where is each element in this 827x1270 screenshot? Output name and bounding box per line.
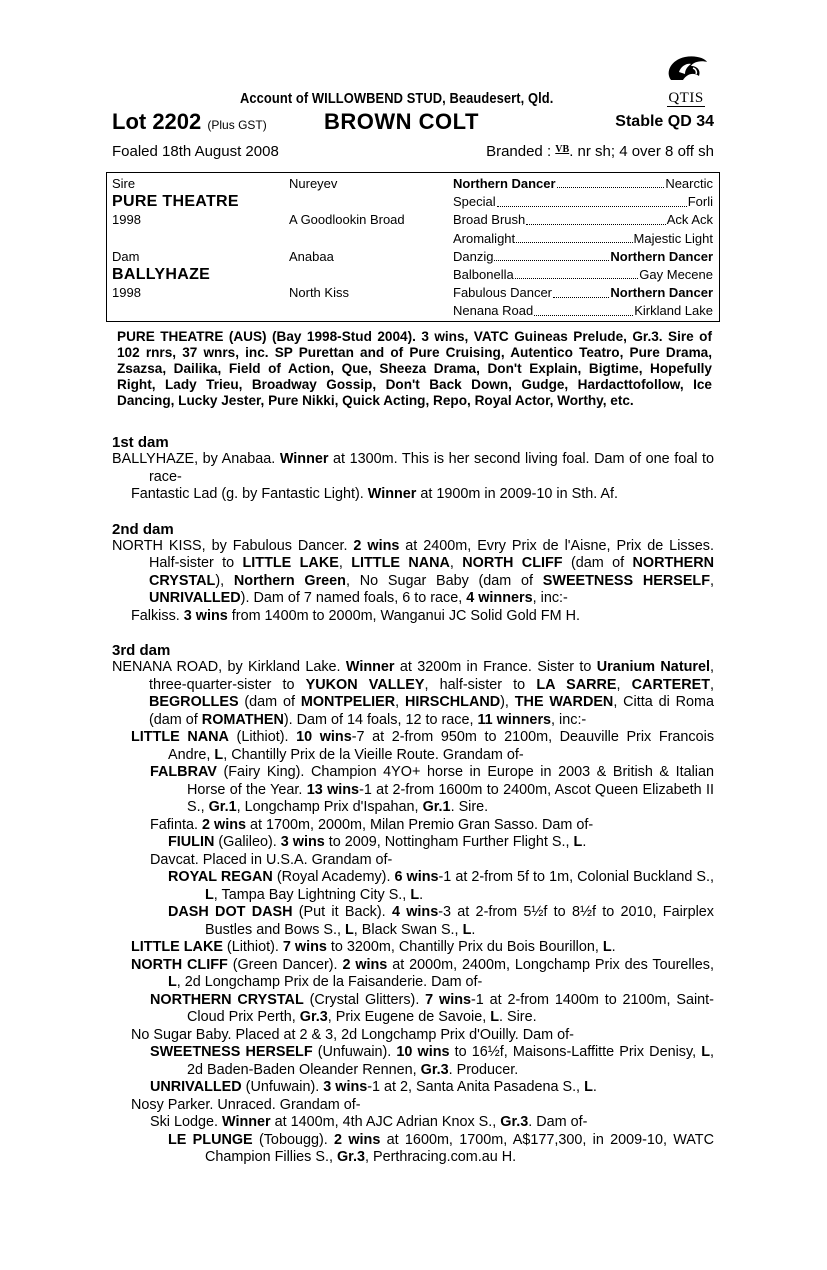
entry-text: at 1400m, 4th AJC Adrian Knox S., [270,1114,501,1130]
entry-text: . [582,834,587,850]
highlighted-text: ROYAL REGAN [168,869,273,885]
entry-text: , Perthracing.com.au H. [364,1149,517,1165]
dot-leader [534,302,633,315]
great-grandparent-name: Northern Dancer [453,176,556,191]
highlighted-text: FIULIN [168,834,215,850]
qtis-logo [656,54,716,107]
pedigree-entry [112,939,714,957]
entry-text: (Royal Academy). [272,869,395,885]
entry-text: (Green Dancer). [227,956,343,973]
dot-leader [553,284,609,297]
highlighted-text: 3 wins [183,607,228,624]
dot-leader [494,248,609,261]
great-grandparent-cell [453,266,713,284]
great-grandparent-name: Fabulous Dancer [453,285,552,301]
entry-text: (Lithiot). [222,939,283,955]
entry-text: , inc:- [551,711,587,728]
entry-text: , three-quarter-sister to [149,659,714,693]
great-grandparent-name: Nenana Road [453,303,534,319]
entry-text: (Put it Back). [292,904,392,920]
section-heading: 1st dam [112,434,169,451]
highlighted-text: Gr.3 [336,1149,365,1165]
highlighted-text: L [205,886,214,903]
highlighted-text: LITTLE LAKE [242,555,339,571]
entry-text: Falkiss. [131,607,184,624]
entry-text: at 3200m in France. Sister to [394,659,597,675]
entry-text: , 2d Baden-Baden Oleander Rennen, [187,1044,714,1078]
highlighted-text: 10 wins [396,1044,450,1060]
great-grandparent-cell [453,302,713,320]
pedigree-entry [112,729,714,764]
highlighted-text: 3 wins [323,1079,368,1095]
highlighted-text: L [462,921,472,938]
highlighted-text: LITTLE LAKE [131,939,223,955]
highlighted-text: Winner [345,659,395,675]
highlighted-text: YUKON VALLEY [305,676,425,693]
highlighted-text: MONTPELIER [300,694,396,710]
highlighted-text: CARTERET [631,676,711,693]
vendor-account: Account of WILLOWBEND STUD, Beaudesert, Qld. [240,90,554,107]
pedigree-label: Sire [112,176,136,191]
entry-text: to 16½f, Maisons-Laffitte Prix Denisy, [449,1044,702,1060]
entry-text: , Tampa Bay Lightning City S., [213,886,411,903]
stable-number: Stable QD 34 [615,113,714,130]
pedigree-entry [112,869,714,904]
pedigree-entry [112,992,714,1027]
pedigree-label: Dam [112,248,140,264]
brand-mark: VB [555,144,570,155]
highlighted-text: Winner [222,1114,271,1130]
highlighted-text: Winner [367,486,417,502]
great-grandparent-cell [453,284,713,302]
entry-text: , [395,694,405,710]
highlighted-text: 10 wins [296,729,352,745]
highlighted-text: Gr.3 [420,1061,449,1078]
section-heading: 2nd dam [112,520,174,538]
entry-text: (Unfuwain). [312,1044,397,1060]
pedigree-entry [112,834,714,852]
highlighted-text: FALBRAV [150,764,217,780]
entry-text: ), [500,694,515,710]
entry-text: (Lithiot). [228,729,297,745]
entry-text: . [611,939,616,955]
highlighted-text: 2 wins [353,537,400,554]
entry-text: . Producer. [448,1061,519,1078]
great-grandparent-cell [453,211,713,229]
pedigree-entry [112,957,714,992]
pedigree-entry [112,538,714,608]
highlighted-text: 4 wins [391,904,439,920]
entry-text: Nosy Parker. Unraced. Grandam of- [131,1096,361,1113]
highlighted-text: L [168,974,177,990]
great-grandparent-cell [453,175,713,193]
highlighted-text: Winner [279,451,329,467]
highlighted-text: L [573,834,583,850]
great-great-grandsire-name: Ack Ack [666,212,713,228]
entry-text: -1 at 2-from 1600m to 2400m, Ascot Queen Elizabeth II S., [187,781,714,815]
entry-text: , Longchamp Prix d'Ispahan, [236,799,423,815]
pedigree-entry [112,1132,714,1167]
entry-text: , No Sugar Baby (dam of [345,572,543,589]
great-grandparent-cell [453,230,713,248]
entry-text: NORTH KISS, by Fabulous Dancer. [112,537,354,554]
entry-text: (Fairy King). Champion 4YO+ horse in Europe in 2003 & British & Italian Horse of the Year. [187,764,714,798]
entry-text: . Sire. [499,1009,537,1025]
entry-text: . [471,921,476,938]
dot-leader [516,230,632,243]
pedigree-entry [112,1097,714,1115]
entry-text: at 2000m, 2400m, Longchamp Prix des Tourelles, [387,956,714,973]
entry-text: at 1300m. This is her second living foal. Dam of one foal to race- [149,451,715,485]
highlighted-text: NORTH CLIFF [131,956,228,973]
highlighted-text: L [344,921,354,938]
entry-text: , Chantilly Prix de la Vieille Route. Grandam of- [223,746,524,763]
entry-text: . [592,1079,597,1095]
great-great-grandsire-name: Nearctic [665,176,713,191]
highlighted-text: SWEETNESS HERSELF [150,1044,313,1060]
entry-text: -1 at 2, Santa Anita Pasadena S., [367,1079,585,1095]
great-grandparent-name: Aromalight [453,230,516,246]
entry-text: from 1400m to 2000m, Wanganui JC Solid Gold FM H. [227,607,580,624]
sire-summary: PURE THEATRE (AUS) (Bay 1998-Stud 2004). 3 wins, VATC Guineas Prelude, Gr.3. Sire of 102 rnrs, 37 wnrs, inc. SP Purettan and of Pure Cruising, Autentico Teatro, Pure Drama, Zsazsa, Dailika, Field of Action, Que, Sheeza Drama, Don't Explain, Bigtime, Hopefully Right, Lady Trieu, Broadway Gossip, Don't Back Down, Gudge, Hardacttofollow, Ice Dancing, Lucky Jester, Pure Nikki, Quick Acting, Repo, Royal Actor, Worthy, etc. [117,329,712,408]
pedigree-row [107,248,719,266]
entry-text: ), [215,572,234,589]
highlighted-text: 4 winners [466,590,533,606]
lot-number [112,109,267,135]
highlighted-text: SWEETNESS HERSELF [542,572,711,589]
pedigree-entry [112,1027,714,1045]
pedigree-entry [112,817,714,835]
horse-name: BALLYHAZE [112,266,211,283]
entry-text: (Tobougg). [252,1131,335,1148]
highlighted-text: UNRIVALLED [149,590,241,606]
highlighted-text: Gr.1 [422,799,451,815]
great-grandparent-name: Broad Brush [453,212,526,228]
entry-text: at 2400m, Evry Prix de l'Aisne, Prix de Lisses. Half-sister to [149,537,714,571]
great-great-grandsire-name: Forli [687,194,713,210]
highlighted-text: L [701,1044,710,1060]
highlighted-text: L [490,1009,499,1025]
pedigree-entry [112,1044,714,1079]
entry-text: BALLYHAZE, by Anabaa. [112,451,280,467]
highlighted-text: 2 wins [342,956,388,973]
pedigree-entry [112,451,714,486]
horse-description: BROWN COLT [324,109,479,134]
great-great-grandsire-name: Gay Mecene [639,267,713,282]
entry-text: -1 at 2-from 5f to 1m, Colonial Buckland S., [438,869,714,885]
highlighted-text: 6 wins [394,869,439,885]
branded-label: Branded : [486,143,552,160]
entry-text: ). Dam of 14 foals, 12 to race, [283,711,478,728]
highlighted-text: LITTLE NANA [351,555,450,571]
highlighted-text: LA SARRE [536,676,617,693]
entry-text: , [449,555,463,571]
highlighted-text: Gr.3 [299,1009,328,1025]
pedigree-table [106,172,720,322]
dot-leader [526,211,665,224]
entry-text: Davcat. Placed in U.S.A. Grandam of- [150,851,393,868]
dot-leader [557,175,665,188]
entry-text: , Citta di Roma (dam of [149,694,714,728]
entry-text: NENANA ROAD, by Kirkland Lake. [112,659,346,675]
great-grandparent-name: Balbonella [453,267,514,282]
pedigree-entry [112,904,714,939]
horse-name: PURE THEATRE [112,193,239,211]
highlighted-text: UNRIVALLED [150,1079,242,1095]
pedigree-row [107,211,719,229]
great-grandparent-cell [453,193,713,211]
pedigree-entry [112,1114,714,1132]
entry-text: , Prix Eugene de Savoie, [327,1009,491,1025]
highlighted-text: L [214,746,224,763]
pedigree-entry [112,852,714,870]
entry-text: (dam of [238,694,301,710]
pedigree-label: 1998 [112,285,141,301]
grandparent-name: A Goodlookin Broad [289,212,405,228]
pedigree-row [107,175,719,193]
pedigree-entry [112,659,714,729]
highlighted-text: Gr.1 [208,799,237,815]
section-heading: 3rd dam [112,642,171,659]
entry-text: No Sugar Baby. Placed at 2 & 3, 2d Longchamp Prix d'Ouilly. Dam of- [131,1026,574,1043]
entry-text: Fafinta. [150,816,202,833]
entry-text: -3 at 2-from 5½f to 8½f to 2010, Fairplex Bustles and Bows S., [205,904,714,938]
entry-text: , [338,555,352,571]
great-great-grandsire-name: Kirkland Lake [634,303,713,319]
plus-gst-note: (Plus GST) [207,118,267,132]
great-grandparent-name: Danzig [453,248,494,264]
entry-text: , Black Swan S., [353,921,463,938]
entry-text: to 3200m, Chantilly Prix du Bois Bourillon, [326,939,603,955]
highlighted-text: LE PLUNGE [168,1131,253,1148]
highlighted-text: ROMATHEN [201,711,284,728]
highlighted-text: L [602,939,612,955]
entry-text: at 1700m, 2000m, Milan Premio Gran Sasso. Dam of- [246,816,594,833]
entry-text: (dam of [562,555,633,571]
entry-text: , [710,676,715,693]
highlighted-text: Northern Green [233,572,346,589]
highlighted-text: 2 wins [202,816,246,833]
dam-line-body [112,434,714,1167]
grandparent-name: North Kiss [289,285,349,301]
highlighted-text: 13 wins [306,781,360,798]
highlighted-text: BEGROLLES [149,694,239,710]
branded-detail: . nr sh; 4 over 8 off sh [569,143,714,160]
grandparent-name: Nureyev [289,176,338,191]
entry-text: , inc:- [532,590,568,606]
highlighted-text: DASH DOT DASH [168,904,293,920]
highlighted-text: L [584,1079,593,1095]
entry-text: Ski Lodge. [150,1114,223,1130]
highlighted-text: NORTHERN CRYSTAL [150,991,304,1008]
entry-text: ). Dam of 7 named foals, 6 to race, [240,590,467,606]
great-great-grandsire-name: Majestic Light [633,230,713,246]
foaled-date: Foaled 18th August 2008 [112,143,279,160]
highlighted-text: 7 wins [282,939,327,955]
entry-text: at 1600m, 1700m, A$177,300, in 2009-10, WATC Champion Fillies S., [205,1131,714,1165]
entry-text: . Dam of- [528,1114,588,1130]
pedigree-row [107,284,719,302]
highlighted-text: Gr.3 [500,1114,529,1130]
great-great-grandsire-name: Northern Dancer [610,248,713,264]
dot-leader [497,193,687,206]
entry-text: Fantastic Lad (g. by Fantastic Light). [131,486,368,502]
pedigree-entry [112,764,714,817]
highlighted-text: LITTLE NANA [131,729,229,745]
highlighted-text: Uranium Naturel [596,659,710,675]
highlighted-text: 2 wins [334,1131,381,1148]
pedigree-row [107,193,719,211]
entry-text: -1 at 2-from 1400m to 2100m, Saint-Cloud Prix Perth, [187,991,714,1025]
great-grandparent-cell [453,248,713,266]
highlighted-text: L [410,886,420,903]
lot-label: Lot 2202 [112,109,202,134]
highlighted-text: THE WARDEN [514,694,614,710]
entry-text: (Crystal Glitters). [303,991,426,1008]
entry-text: (Unfuwain). [241,1079,324,1095]
pedigree-row [107,302,719,320]
entry-text: . Sire. [450,799,489,815]
highlighted-text: 11 winners [477,711,552,728]
pedigree-row [107,266,719,284]
entry-text: to 2009, Nottingham Further Flight S., [324,834,574,850]
horse-head-logo-icon [663,54,709,84]
qtis-logo-text: QTIS [668,90,704,106]
entry-text: (Galileo). [214,834,281,850]
great-great-grandsire-name: Northern Dancer [610,285,713,301]
entry-text: , [616,676,632,693]
highlighted-text: 7 wins [425,991,471,1008]
entry-text: at 1900m in 2009-10 in Sth. Af. [416,486,619,502]
entry-text: . [419,886,424,903]
dot-leader [515,266,639,279]
highlighted-text: 3 wins [280,834,325,850]
entry-text: , half-sister to [424,676,537,693]
entry-text: -7 at 2-from 950m to 2100m, Deauville Prix Francois Andre, [168,729,715,763]
great-grandparent-name: Special [453,194,496,210]
pedigree-label: 1998 [112,212,141,228]
pedigree-entry [112,1079,714,1097]
highlighted-text: NORTHERN CRYSTAL [149,555,715,589]
pedigree-entry [112,486,714,504]
pedigree-entry [112,608,714,626]
grandparent-name: Anabaa [289,248,334,264]
entry-text: , 2d Longchamp Prix de la Faisanderie. Dam of- [176,974,483,990]
brand-info [486,143,714,160]
highlighted-text: HIRSCHLAND [405,694,501,710]
highlighted-text: NORTH CLIFF [462,555,563,571]
entry-text: , [710,572,715,589]
pedigree-row [107,230,719,248]
